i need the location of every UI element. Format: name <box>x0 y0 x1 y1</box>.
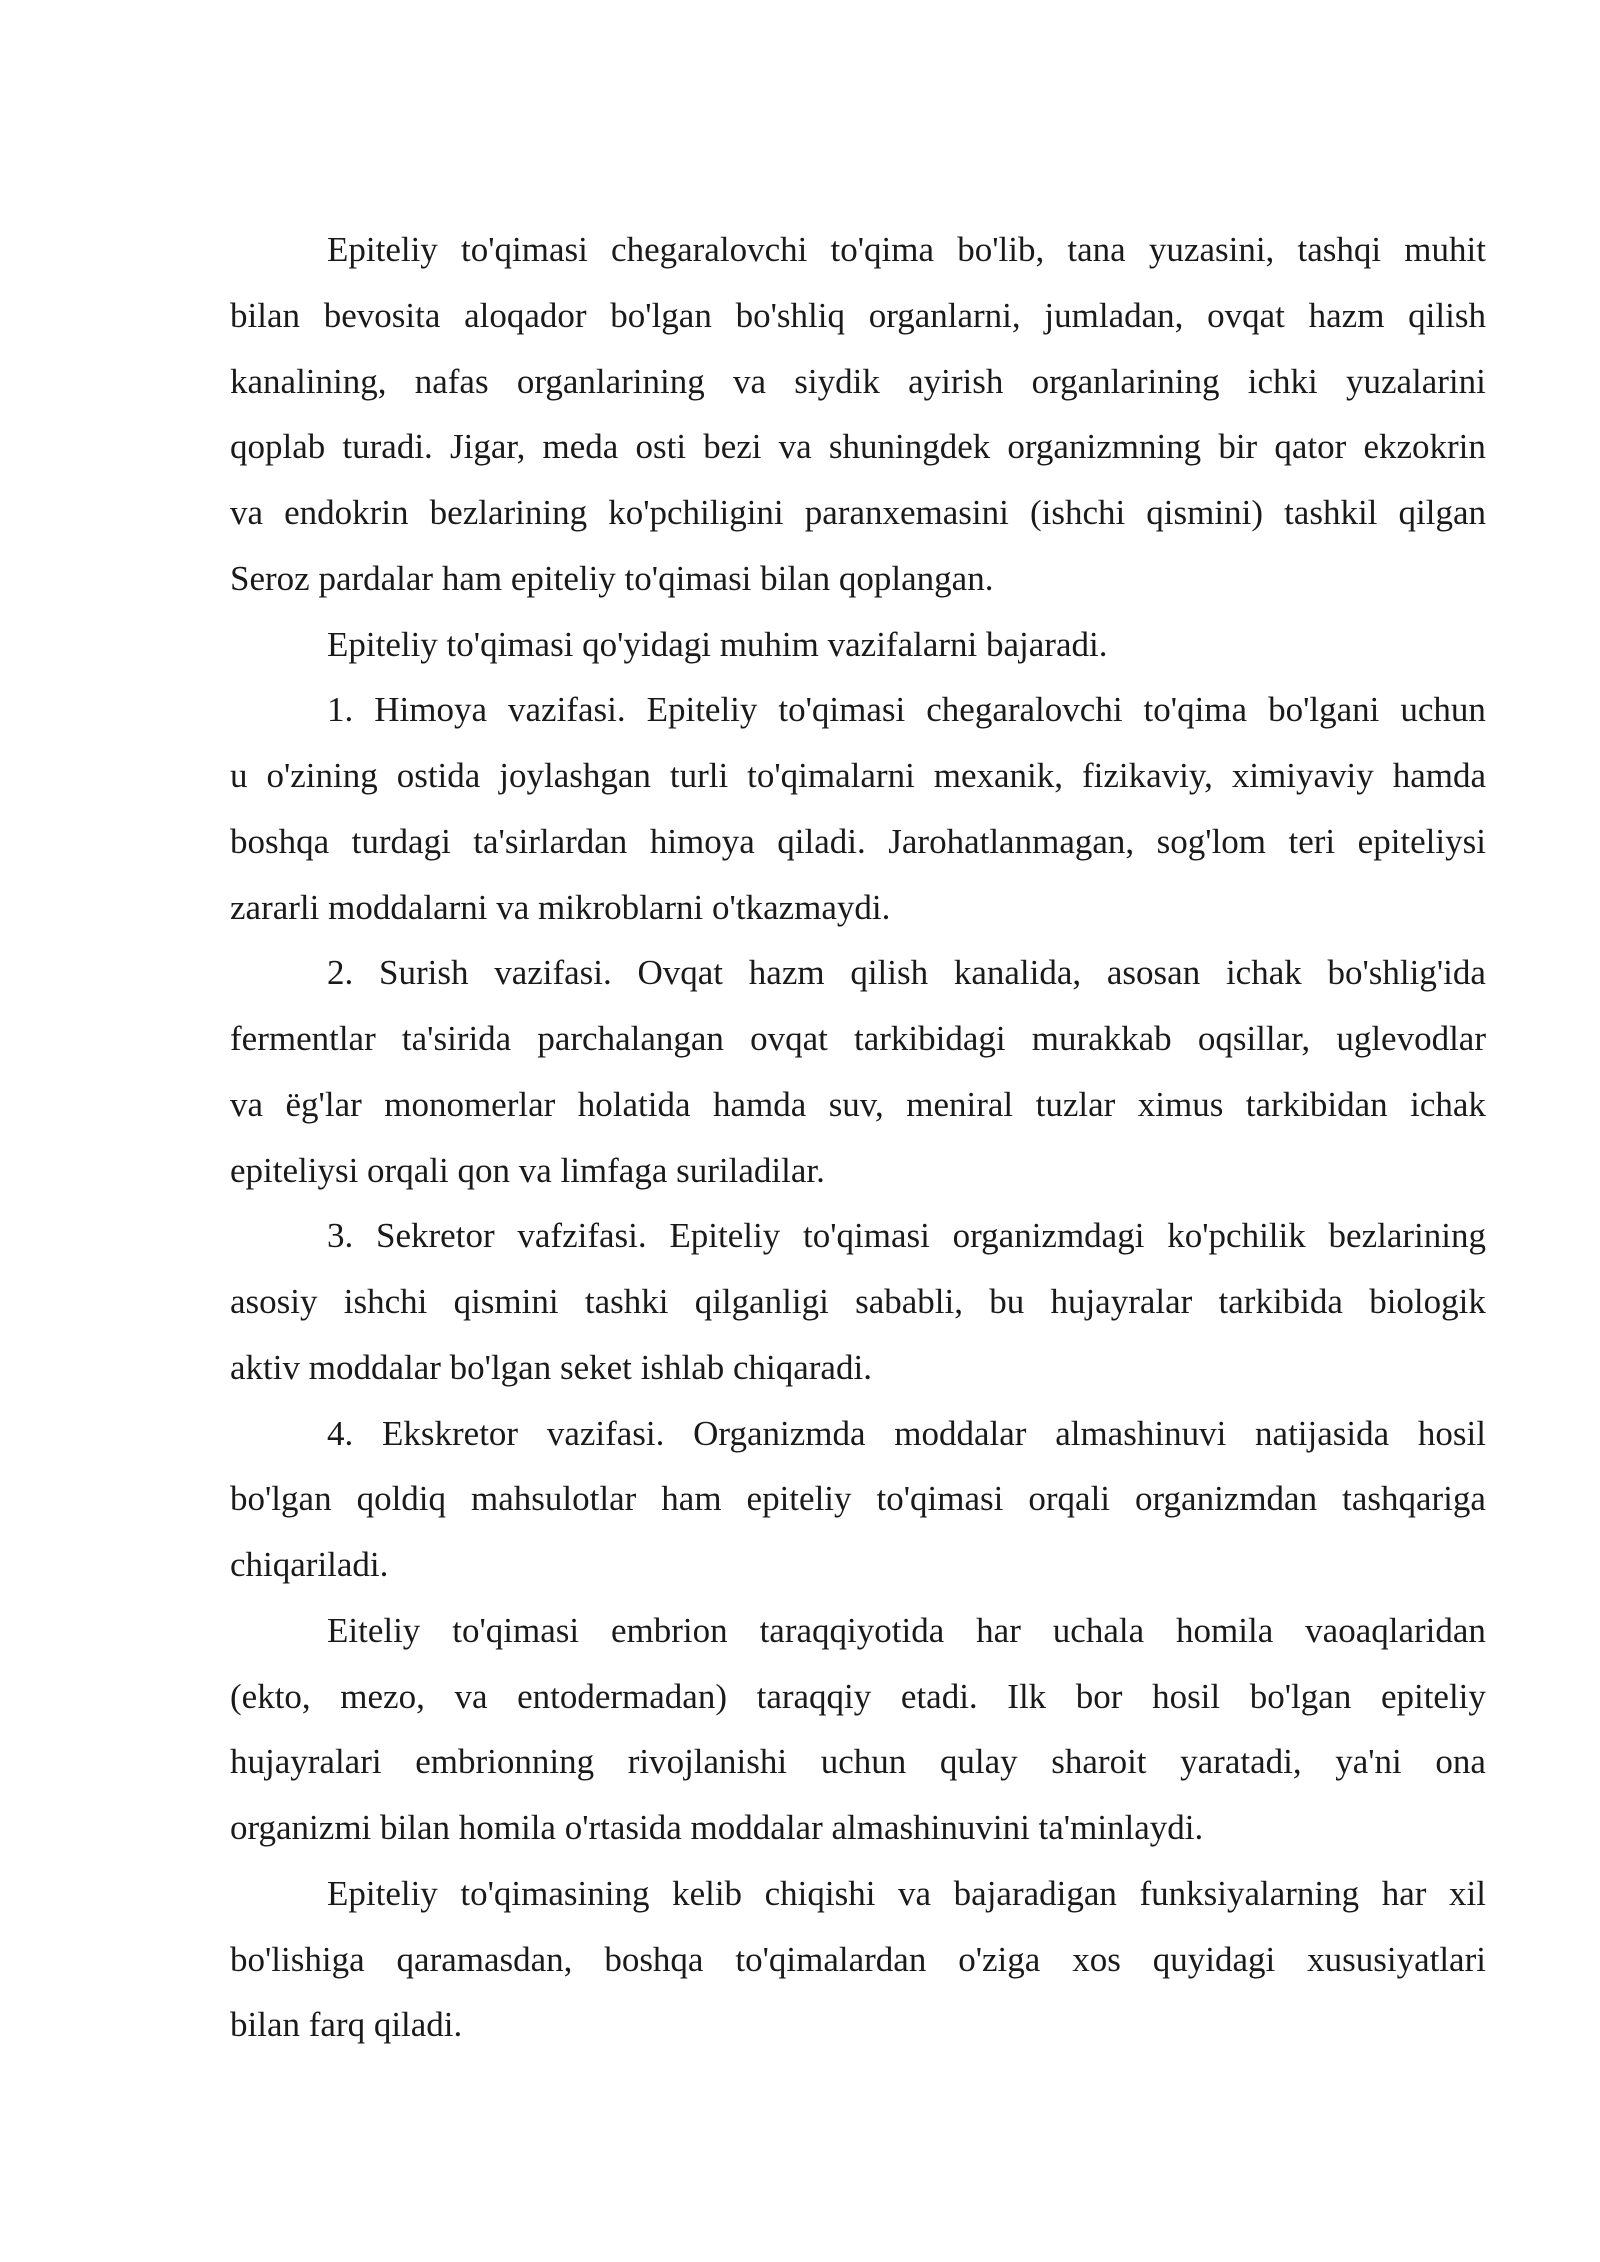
word: vafzifasi. <box>517 1216 647 1256</box>
word: ham <box>661 1479 722 1519</box>
word: sharoit <box>1051 1742 1147 1782</box>
word: Epiteliy <box>646 690 758 730</box>
word: etadi. <box>900 1676 978 1716</box>
word: endokrin <box>284 493 409 532</box>
word: kanalida, <box>953 953 1082 993</box>
word: turadi. <box>342 427 433 467</box>
word: to'qimalardan <box>735 1939 927 1979</box>
word: Epiteliy <box>669 1216 781 1256</box>
word: to'qimasi <box>778 690 906 730</box>
word: embrionning <box>415 1742 595 1782</box>
word: va <box>454 1676 488 1716</box>
word: Epiteliy <box>327 230 438 269</box>
text-line <box>230 485 1486 551</box>
word: to'qimalarni <box>747 756 915 795</box>
word: qilganligi <box>694 1282 829 1321</box>
word: aloqador <box>464 295 587 335</box>
word: ayirish <box>908 361 1004 401</box>
line-text: aktiv moddalar bo'lgan seket ishlab chiqaradi. <box>230 1347 872 1387</box>
word: qilish <box>850 953 929 993</box>
word: organlarining <box>516 361 705 401</box>
word: turdagi <box>351 821 451 861</box>
word: rivojlanishi <box>627 1742 788 1782</box>
word: sababli, <box>855 1282 963 1321</box>
word: o'zining <box>266 756 378 795</box>
word: suv, <box>828 1084 884 1124</box>
word: hazm <box>748 953 825 993</box>
word: murakkab <box>1031 1019 1172 1058</box>
word: qator <box>1274 427 1347 467</box>
text-line <box>230 1603 1486 1669</box>
word: embrion <box>611 1610 728 1650</box>
line-text: Epiteliy to'qimasi qo'yidagi muhim vazifalarni bajaradi. <box>327 624 1108 664</box>
text-line <box>230 551 1486 617</box>
text-line <box>230 1208 1486 1274</box>
text-line <box>230 1077 1486 1143</box>
word: fermentlar <box>230 1019 376 1058</box>
text-line <box>230 1143 1486 1209</box>
word: Ekskretor <box>382 1413 519 1453</box>
word: teri <box>1288 821 1336 861</box>
word: epiteliy <box>746 1479 852 1519</box>
text-line <box>230 945 1486 1011</box>
word: ichak <box>1225 953 1302 993</box>
text-line <box>230 1734 1486 1800</box>
word: hujayralar <box>1050 1282 1193 1321</box>
word: meniral <box>906 1084 1014 1124</box>
word: bo'lgan <box>610 295 712 335</box>
line-text: chiqariladi. <box>230 1545 389 1584</box>
word: hamda <box>1392 756 1486 795</box>
word: hosil <box>1417 1413 1486 1453</box>
line-text: epiteliysi orqali qon va limfaga suriladilar. <box>230 1150 825 1190</box>
word: ko'pchilik <box>1167 1216 1306 1256</box>
word: shuningdek <box>828 427 991 467</box>
word: uchun <box>1400 690 1486 730</box>
word: har <box>976 1610 1021 1650</box>
word: osti <box>635 427 687 467</box>
word: va <box>898 1873 932 1913</box>
word: ichki <box>1247 361 1318 401</box>
word: har <box>1381 1873 1427 1913</box>
word: tashki <box>584 1282 669 1321</box>
word: organizmdagi <box>952 1216 1145 1256</box>
word: sog'lom <box>1156 821 1267 861</box>
word: almashinuvi <box>1055 1413 1227 1453</box>
word: qismini <box>453 1282 559 1321</box>
word: organizmning <box>1007 427 1202 467</box>
word: taraqqiy <box>756 1676 872 1716</box>
word: tarkibidagi <box>853 1019 1006 1058</box>
word: ko'pchiligini <box>608 493 784 532</box>
line-text: organizmi bilan homila o'rtasida moddalar almashinuvini ta'minlaydi. <box>230 1808 1204 1847</box>
word: bo'lib, <box>957 230 1045 269</box>
word: bo'shlig'ida <box>1327 953 1486 993</box>
word: Epiteliy <box>327 1873 438 1913</box>
word: hamda <box>712 1084 807 1124</box>
word: kanalining, <box>230 361 387 401</box>
word: ximiyaviy <box>1231 756 1374 795</box>
text-line <box>230 222 1486 288</box>
word: qilish <box>1408 295 1486 335</box>
word: qismini) <box>1146 493 1263 532</box>
word: Jarohatlanmagan, <box>888 821 1135 861</box>
word: uglevodlar <box>1336 1019 1486 1058</box>
word: nafas <box>414 361 489 401</box>
word: Ovqat <box>637 953 724 993</box>
word: 1. <box>327 690 354 730</box>
word: (ekto, <box>230 1676 311 1716</box>
word: xususiyatlari <box>1307 1939 1486 1979</box>
text-line <box>230 288 1486 354</box>
word: oqsillar, <box>1197 1019 1311 1058</box>
word: bo'lishiga <box>230 1939 365 1979</box>
text-line <box>230 419 1486 485</box>
word: bir <box>1218 427 1258 467</box>
word: ta'sirida <box>401 1019 512 1058</box>
word: natijasida <box>1255 1413 1390 1453</box>
word: yaratadi, <box>1180 1742 1302 1782</box>
word: ta'sirlardan <box>473 821 628 861</box>
word: xos <box>1072 1939 1121 1979</box>
word: holatida <box>577 1084 691 1124</box>
word: to'qimasining <box>460 1873 650 1913</box>
text-line <box>230 1340 1486 1406</box>
word: Jigar, <box>449 427 526 467</box>
word: mezo, <box>340 1676 425 1716</box>
word: qaramasdan, <box>396 1939 573 1979</box>
word: chiqishi <box>764 1873 876 1913</box>
line-text: bilan farq qiladi. <box>230 2005 463 2045</box>
text-line <box>230 1866 1486 1932</box>
text-line <box>230 1274 1486 1340</box>
word: ostida <box>396 756 481 795</box>
word: orqali <box>1028 1479 1111 1519</box>
word: entodermadan) <box>517 1676 727 1716</box>
word: xil <box>1449 1873 1486 1913</box>
word: to'qimasi <box>452 1610 580 1650</box>
word: tana <box>1067 230 1126 269</box>
word: Eiteliy <box>327 1610 421 1650</box>
word: siydik <box>794 361 880 401</box>
word: bezlarining <box>429 493 588 532</box>
text-line <box>230 748 1486 814</box>
word: qulay <box>939 1742 1018 1782</box>
word: Organizmda <box>693 1413 866 1453</box>
word: bo'lgani <box>1268 690 1380 730</box>
word: asosan <box>1106 953 1201 993</box>
word: tashqi <box>1297 230 1382 269</box>
word: organlarni, <box>868 295 1021 335</box>
word: ona <box>1435 1742 1486 1782</box>
word: hosil <box>1152 1676 1221 1716</box>
word: homila <box>1176 1610 1274 1650</box>
word: muhit <box>1404 230 1486 269</box>
word: parchalangan <box>537 1019 724 1058</box>
text-line <box>230 1406 1486 1472</box>
word: moddalar <box>894 1413 1027 1453</box>
word: mexanik, <box>933 756 1064 795</box>
word: hazm <box>1308 295 1385 335</box>
document-body <box>230 222 1486 2063</box>
word: bevosita <box>323 295 441 335</box>
word: to'qima <box>1143 690 1248 730</box>
word: ishchi <box>343 1282 428 1321</box>
word: u <box>230 756 248 795</box>
word: jumladan, <box>1044 295 1184 335</box>
text-line <box>230 1932 1486 1998</box>
text-line <box>230 1537 1486 1603</box>
word: taraqqiyotida <box>759 1610 945 1650</box>
word: epiteliysi <box>1357 821 1486 861</box>
word: asosiy <box>230 1282 318 1321</box>
text-line <box>230 682 1486 748</box>
word: himoya <box>649 821 755 861</box>
text-line <box>230 1800 1486 1866</box>
line-text: zararli moddalarni va mikroblarni o'tkazmaydi. <box>230 887 891 927</box>
word: tashqariga <box>1342 1479 1486 1519</box>
text-line <box>230 1997 1486 2063</box>
text-line <box>230 814 1486 880</box>
word: to'qimasi <box>461 230 588 269</box>
text-line <box>230 880 1486 946</box>
word: qoplab <box>230 427 326 467</box>
word: turli <box>669 756 729 795</box>
word: fizikaviy, <box>1081 756 1213 795</box>
word: uchala <box>1052 1610 1145 1650</box>
word: va <box>778 427 812 467</box>
word: ëg'lar <box>285 1084 362 1124</box>
word: ovqat <box>1207 295 1285 335</box>
word: Ilk <box>1007 1676 1047 1716</box>
word: organizmdan <box>1135 1479 1318 1519</box>
word: ekzokrin <box>1363 427 1486 467</box>
word: yuzalarini <box>1345 361 1486 401</box>
word: to'qimasi <box>803 1216 930 1256</box>
word: qiladi. <box>777 821 866 861</box>
word: bezi <box>703 427 762 467</box>
word: uchun <box>820 1742 907 1782</box>
word: boshqa <box>604 1939 704 1979</box>
word: (ishchi <box>1029 493 1126 532</box>
word: bor <box>1075 1676 1123 1716</box>
word: tarkibidan <box>1245 1084 1388 1124</box>
word: o'ziga <box>958 1939 1041 1979</box>
word: vazifasi. <box>546 1413 665 1453</box>
word: tuzlar <box>1035 1084 1116 1124</box>
word: bajaradigan <box>953 1873 1117 1913</box>
word: kelib <box>672 1873 743 1913</box>
word: boshqa <box>230 821 330 861</box>
word: bu <box>989 1282 1025 1321</box>
word: ovqat <box>750 1019 828 1058</box>
word: epiteliy <box>1380 1676 1486 1716</box>
word: qilgan <box>1398 493 1486 532</box>
word: tarkibida <box>1218 1282 1343 1321</box>
word: yuzasini, <box>1148 230 1275 269</box>
line-text: Seroz pardalar ham epiteliy to'qimasi bilan qoplangan. <box>230 558 994 598</box>
word: meda <box>542 427 619 467</box>
word: bilan <box>230 295 300 335</box>
word: 3. <box>327 1216 354 1256</box>
word: vazifasi. <box>508 690 626 730</box>
text-line <box>230 354 1486 420</box>
word: qoldiq <box>356 1479 447 1519</box>
word: bo'lgan <box>230 1479 332 1519</box>
word: va <box>230 1084 264 1124</box>
word: Sekretor <box>376 1216 495 1256</box>
word: quyidagi <box>1152 1939 1276 1979</box>
word: to'qima <box>830 230 935 269</box>
word: monomerlar <box>384 1084 556 1124</box>
word: funksiyalarning <box>1139 1873 1360 1913</box>
word: va <box>732 361 767 401</box>
word: Himoya <box>374 690 488 730</box>
text-line <box>230 617 1486 683</box>
text-line <box>230 1669 1486 1735</box>
word: to'qimasi <box>876 1479 1004 1519</box>
word: Surish <box>378 953 469 993</box>
word: vaoaqlaridan <box>1305 1610 1486 1650</box>
word: ichak <box>1410 1084 1486 1124</box>
word: bezlarining <box>1328 1216 1486 1256</box>
word: va <box>230 493 264 532</box>
word: ya'ni <box>1335 1742 1402 1782</box>
word: mahsulotlar <box>471 1479 637 1519</box>
text-line <box>230 1011 1486 1077</box>
word: 2. <box>327 953 354 993</box>
word: hujayralari <box>230 1742 382 1782</box>
word: joylashgan <box>499 756 651 795</box>
word: 4. <box>327 1413 354 1453</box>
word: ximus <box>1137 1084 1224 1124</box>
word: paranxemasini <box>804 493 1009 532</box>
word: organlarining <box>1031 361 1220 401</box>
word: chegaralovchi <box>611 230 808 269</box>
word: tashkil <box>1284 493 1378 532</box>
word: vazifasi. <box>494 953 612 993</box>
text-line <box>230 1471 1486 1537</box>
word: bo'lgan <box>1249 1676 1352 1716</box>
word: chegaralovchi <box>926 690 1123 730</box>
word: biologik <box>1369 1282 1486 1321</box>
word: bo'shliq <box>735 295 845 335</box>
